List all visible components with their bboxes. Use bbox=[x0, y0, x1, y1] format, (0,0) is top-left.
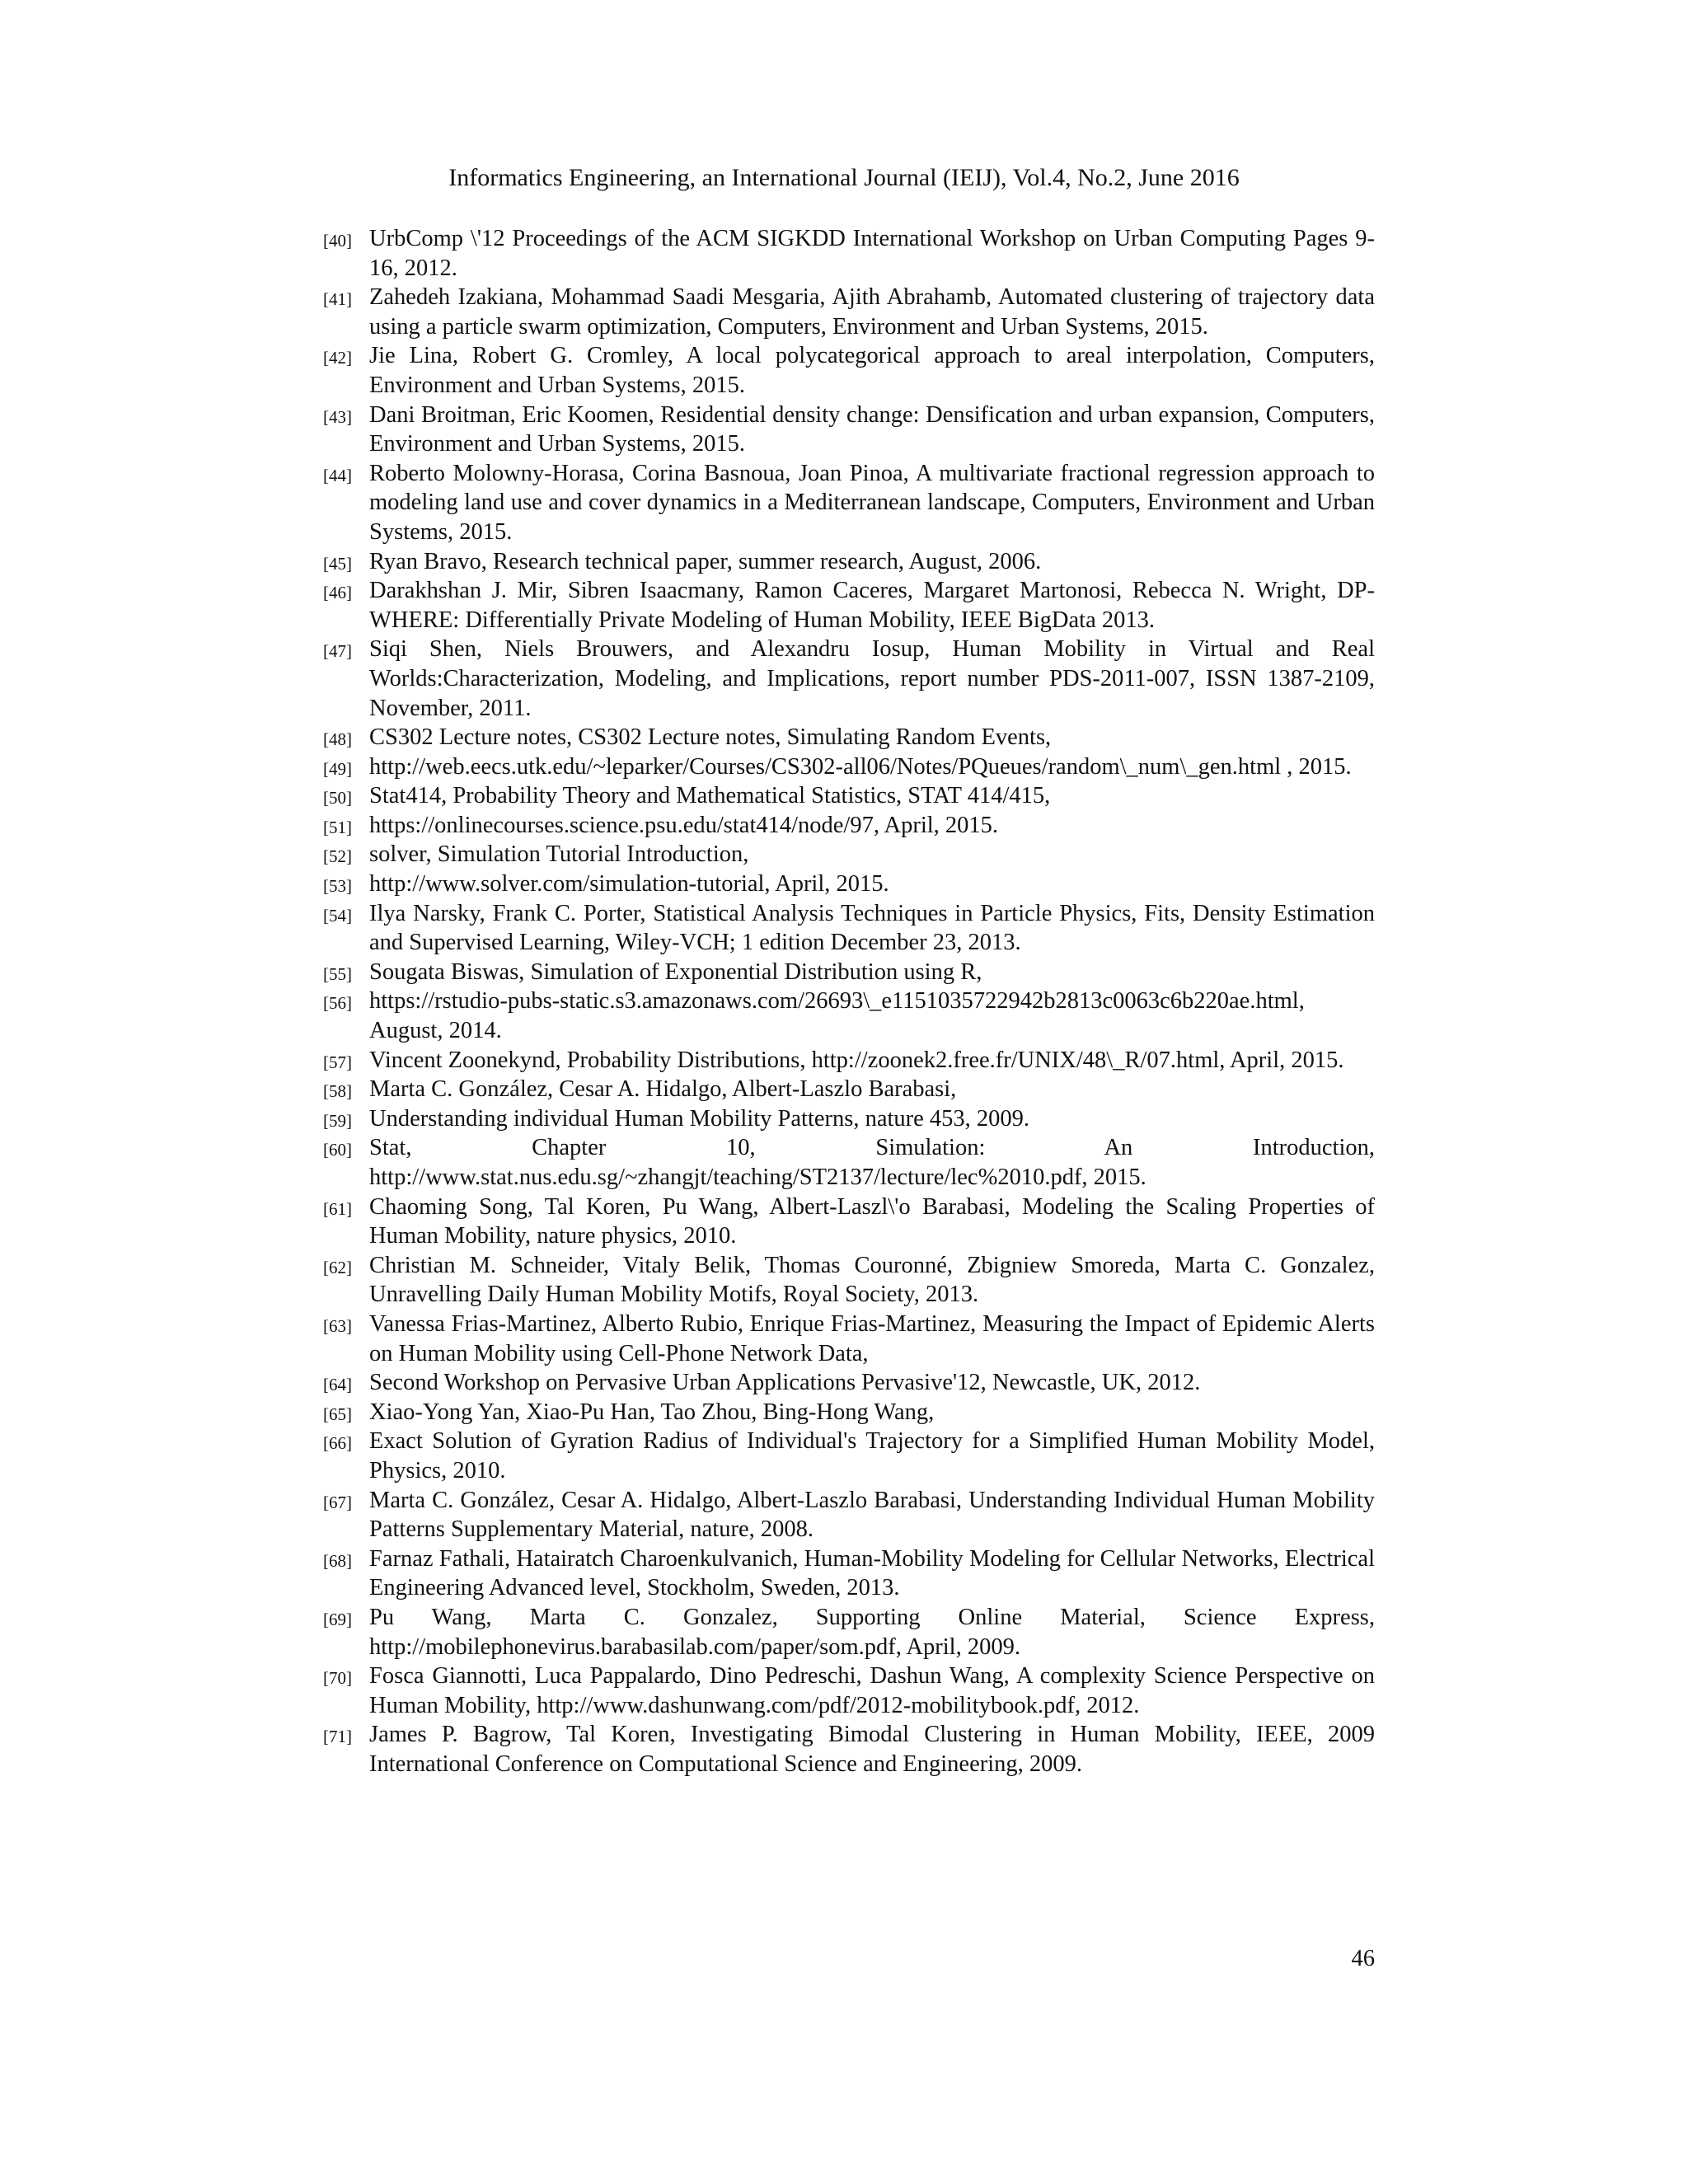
reference-item bbox=[323, 987, 1375, 1045]
reference-number: [46] bbox=[323, 583, 352, 603]
reference-text: Siqi Shen, Niels Brouwers, and Alexandru Iosup, Human Mobility in Virtual and Real Worlds:Characterization, Modeling, and Implications, report number PDS-2011-007, ISSN 1387-2109, November, 2011. bbox=[369, 636, 1375, 721]
reference-number: [54] bbox=[323, 905, 352, 926]
reference-item bbox=[323, 1398, 1375, 1427]
reference-item bbox=[323, 635, 1375, 723]
reference-text: Xiao-Yong Yan, Xiao-Pu Han, Tao Zhou, Bing-Hong Wang, bbox=[369, 1399, 935, 1425]
reference-text: Chaoming Song, Tal Koren, Pu Wang, Albert-Laszl\'o Barabasi, Modeling the Scaling Properties of Human Mobility, nature physics, 2010. bbox=[369, 1193, 1375, 1249]
reference-number: [47] bbox=[323, 641, 352, 662]
reference-item bbox=[323, 401, 1375, 459]
reference-text: https://onlinecourses.science.psu.edu/stat414/node/97, April, 2015. bbox=[369, 812, 999, 838]
running-header: Informatics Engineering, an International Journal (IEIJ), Vol.4, No.2, June 2016 bbox=[448, 164, 1240, 191]
reference-item bbox=[323, 1193, 1375, 1251]
reference-text: Ryan Bravo, Research technical paper, summer research, August, 2006. bbox=[369, 548, 1042, 574]
reference-item bbox=[323, 1603, 1375, 1661]
reference-item bbox=[323, 576, 1375, 635]
reference-text: Stat414, Probability Theory and Mathematical Statistics, STAT 414/415, bbox=[369, 783, 1051, 809]
reference-number: [71] bbox=[323, 1727, 352, 1747]
reference-text: Marta C. González, Cesar A. Hidalgo, Albert-Laszlo Barabasi, bbox=[369, 1076, 957, 1103]
reference-text: UrbComp \'12 Proceedings of the ACM SIGKDD International Workshop on Urban Computing Pages 9-16, 2012. bbox=[369, 226, 1375, 281]
reference-list bbox=[323, 224, 1375, 1779]
reference-text: http://web.eecs.utk.edu/~leparker/Courses/CS302-all06/Notes/PQueues/random\_num\_gen.html , 2015. bbox=[369, 753, 1352, 780]
reference-number: [45] bbox=[323, 553, 352, 574]
reference-text: Exact Solution of Gyration Radius of Individual's Trajectory for a Simplified Human Mobility Model, Physics, 2010. bbox=[369, 1428, 1375, 1483]
reference-item bbox=[323, 1075, 1375, 1104]
reference-text: Sougata Biswas, Simulation of Exponential Distribution using R, bbox=[369, 958, 982, 985]
reference-text: Fosca Giannotti, Luca Pappalardo, Dino Pedreschi, Dashun Wang, A complexity Science Perspective on Human Mobility, http://www.dashunwang.com/pdf/2012-mobilitybook.pdf, 2012. bbox=[369, 1663, 1375, 1718]
reference-text: James P. Bagrow, Tal Koren, Investigating Bimodal Clustering in Human Mobility, IEEE, 2009 International Conference on Computational Science and Engineering, 2009. bbox=[369, 1722, 1375, 1777]
reference-text: Vincent Zoonekynd, Probability Distributions, http://zoonek2.free.fr/UNIX/48\_R/07.html, April, 2015. bbox=[369, 1047, 1344, 1073]
reference-text: Marta C. González, Cesar A. Hidalgo, Albert-Laszlo Barabasi, Understanding Individual Human Mobility Patterns Supplementary Material, nature, 2008. bbox=[369, 1487, 1375, 1543]
reference-item bbox=[323, 781, 1375, 811]
reference-item bbox=[323, 1544, 1375, 1603]
reference-text: Roberto Molowny-Horasa, Corina Basnoua, Joan Pinoa, A multivariate fractional regression approach to modeling land use and cover dynamics in a Mediterranean landscape, Computers, Environment and Urban Systems, 2015. bbox=[369, 460, 1375, 545]
reference-text: Stat, Chapter 10, Simulation: An Introduction, http://www.stat.nus.edu.sg/~zhangjt/teaching/ST2137/lecture/lec%2010.pdf, 2015. bbox=[369, 1135, 1375, 1190]
reference-text: CS302 Lecture notes, CS302 Lecture notes, Simulating Random Events, bbox=[369, 724, 1052, 751]
reference-text: Christian M. Schneider, Vitaly Belik, Thomas Couronné, Zbigniew Smoreda, Marta C. Gonzalez, Unravelling Daily Human Mobility Motifs, Royal Society, 2013. bbox=[369, 1252, 1375, 1308]
reference-item bbox=[323, 1133, 1375, 1192]
reference-text: Understanding individual Human Mobility Patterns, nature 453, 2009. bbox=[369, 1105, 1030, 1132]
reference-text: Jie Lina, Robert G. Cromley, A local polycategorical approach to areal interpolation, Computers, Environment and Urban Systems, 2015. bbox=[369, 343, 1375, 398]
reference-item bbox=[323, 958, 1375, 987]
reference-item bbox=[323, 1251, 1375, 1310]
reference-number: [68] bbox=[323, 1550, 352, 1571]
reference-number: [67] bbox=[323, 1492, 352, 1512]
reference-number: [50] bbox=[323, 788, 352, 808]
reference-text: Second Workshop on Pervasive Urban Applications Pervasive'12, Newcastle, UK, 2012. bbox=[369, 1370, 1201, 1396]
reference-item bbox=[323, 1427, 1375, 1485]
reference-text: Farnaz Fathali, Hatairatch Charoenkulvanich, Human-Mobility Modeling for Cellular Networks, Electrical Engineering Advanced level, Stockholm, Sweden, 2013. bbox=[369, 1545, 1375, 1601]
reference-number: [62] bbox=[323, 1257, 352, 1277]
reference-number: [57] bbox=[323, 1052, 352, 1072]
reference-number: [53] bbox=[323, 876, 352, 897]
reference-text: Darakhshan J. Mir, Sibren Isaacmany, Ramon Caceres, Margaret Martonosi, Rebecca N. Wright, DP-WHERE: Differentially Private Modeling of Human Mobility, IEEE BigData 2013. bbox=[369, 578, 1375, 633]
reference-text: Dani Broitman, Eric Koomen, Residential density change: Densification and urban expansion, Computers, Environment and Urban Systems, 2015. bbox=[369, 401, 1375, 457]
reference-item bbox=[323, 811, 1375, 841]
reference-number: [48] bbox=[323, 729, 352, 750]
reference-text: Pu Wang, Marta C. Gonzalez, Supporting Online Material, Science Express, http://mobilephonevirus.barabasilab.com/paper/som.pdf, April, 2009. bbox=[369, 1604, 1375, 1660]
reference-item bbox=[323, 1310, 1375, 1368]
reference-number: [70] bbox=[323, 1668, 352, 1689]
page-number: 46 bbox=[1351, 1946, 1375, 1971]
reference-number: [64] bbox=[323, 1375, 352, 1395]
reference-item bbox=[323, 1368, 1375, 1398]
reference-text: https://rstudio-pubs-static.s3.amazonaws.com/26693\_e1151035722942b2813c0063c6b220ae.html, August, 2014. bbox=[369, 988, 1305, 1044]
reference-item bbox=[323, 1486, 1375, 1544]
reference-number: [69] bbox=[323, 1609, 352, 1629]
reference-number: [63] bbox=[323, 1315, 352, 1336]
reference-item bbox=[323, 869, 1375, 899]
reference-item bbox=[323, 547, 1375, 577]
reference-number: [61] bbox=[323, 1198, 352, 1219]
reference-item bbox=[323, 1104, 1375, 1134]
reference-number: [51] bbox=[323, 817, 352, 837]
reference-number: [55] bbox=[323, 963, 352, 984]
reference-item bbox=[323, 224, 1375, 283]
reference-number: [66] bbox=[323, 1433, 352, 1454]
reference-item bbox=[323, 1046, 1375, 1076]
reference-number: [44] bbox=[323, 465, 352, 485]
reference-item bbox=[323, 1720, 1375, 1779]
reference-number: [49] bbox=[323, 758, 352, 779]
reference-number: [52] bbox=[323, 846, 352, 867]
reference-number: [59] bbox=[323, 1110, 352, 1131]
reference-text: Ilya Narsky, Frank C. Porter, Statistical Analysis Techniques in Particle Physics, Fits, Density Estimation and Supervised Learning, Wiley-VCH; 1 edition December 23, 2013. bbox=[369, 900, 1375, 956]
reference-text: Zahedeh Izakiana, Mohammad Saadi Mesgaria, Ajith Abrahamb, Automated clustering of trajectory data using a particle swarm optimization, Computers, Environment and Urban Systems, 2015. bbox=[369, 284, 1375, 340]
reference-item bbox=[323, 341, 1375, 400]
reference-item bbox=[323, 723, 1375, 752]
reference-number: [42] bbox=[323, 348, 352, 368]
reference-item bbox=[323, 899, 1375, 958]
reference-item bbox=[323, 459, 1375, 547]
reference-item bbox=[323, 752, 1375, 782]
reference-item bbox=[323, 1661, 1375, 1720]
reference-number: [41] bbox=[323, 289, 352, 310]
reference-item bbox=[323, 840, 1375, 869]
reference-item bbox=[323, 283, 1375, 341]
reference-number: [43] bbox=[323, 406, 352, 427]
reference-number: [58] bbox=[323, 1081, 352, 1102]
reference-number: [60] bbox=[323, 1140, 352, 1160]
reference-text: Vanessa Frias-Martinez, Alberto Rubio, Enrique Frias-Martinez, Measuring the Impact of Epidemic Alerts on Human Mobility using Cell-Phone Network Data, bbox=[369, 1310, 1375, 1366]
reference-text: http://www.solver.com/simulation-tutorial, April, 2015. bbox=[369, 871, 889, 898]
reference-number: [65] bbox=[323, 1404, 352, 1424]
reference-number: [40] bbox=[323, 231, 352, 251]
reference-text: solver, Simulation Tutorial Introduction, bbox=[369, 841, 749, 868]
reference-number: [56] bbox=[323, 993, 352, 1014]
